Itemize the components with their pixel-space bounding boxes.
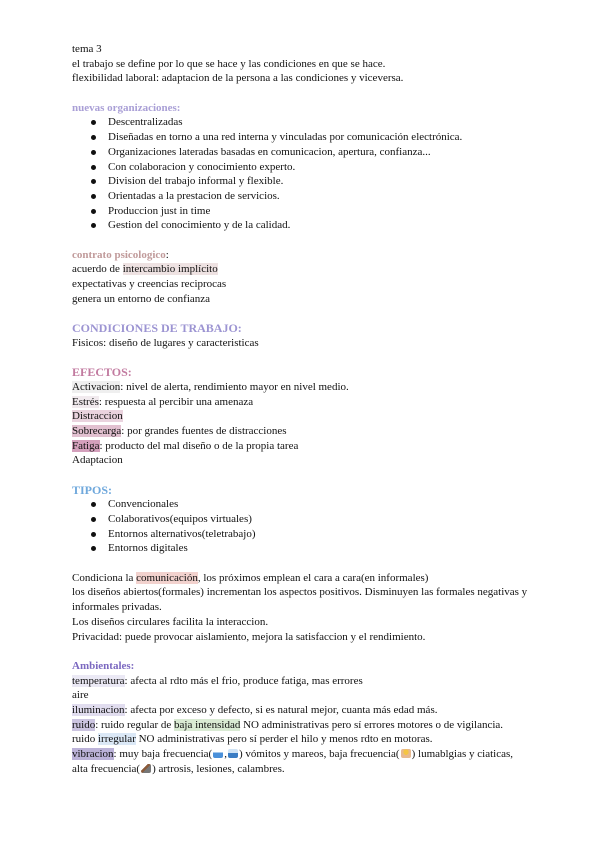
doc-title: tema 3: [72, 43, 102, 55]
bullet-icon: [91, 517, 96, 522]
text: : muy baja frecuencia(: [113, 748, 213, 761]
efecto-line: [72, 439, 532, 454]
list-item-text: Entornos alternativos(teletrabajo): [108, 527, 256, 540]
bullet-icon: [91, 150, 96, 155]
term: Adaptacion: [72, 454, 123, 467]
list-item-text: Orientadas a la prestacion de servicios.: [108, 189, 280, 202]
list-item-text: Produccion just in time: [108, 204, 211, 217]
ambiental-line: [72, 747, 532, 762]
bullet-icon: [91, 546, 96, 551]
text: ) lumablgias y ciaticas,: [411, 748, 514, 761]
text: alta frecuencia(: [72, 762, 141, 775]
ambiental-line: [72, 762, 532, 777]
text: Condiciona la: [72, 571, 137, 584]
highlighted-text: baja intensidad: [174, 718, 241, 731]
highlighted-term: temperatura: [72, 674, 125, 687]
list-item: [72, 541, 532, 556]
list-item-text: Organizaciones lateradas basadas en comunicacion, apertura, confianza...: [108, 145, 431, 158]
bullet-icon: [91, 223, 96, 228]
intro-line: flexibilidad laboral: adaptacion de la persona a las condiciones y viceversa.: [72, 72, 404, 85]
contrato-line: expectativas y creencias reciprocas: [72, 278, 227, 290]
text: ruido: [72, 733, 98, 746]
list-item: [72, 174, 532, 189]
text: : afecta al rdto más el frio, produce fatiga, mas errores: [124, 674, 363, 687]
text: , los próximos emplean el cara a cara(en informales): [197, 571, 429, 584]
bullet-icon: [91, 135, 96, 140]
nuevas-list: [72, 115, 532, 233]
highlighted-term: Sobrecarga: [72, 424, 122, 437]
section-heading-nuevas: nuevas organizaciones:: [72, 101, 181, 114]
text: : nivel de alerta, rendimiento mayor en nivel medio.: [120, 380, 349, 393]
bullet-icon: [91, 179, 96, 184]
highlighted-term: ruido: [72, 718, 96, 731]
comunicacion-line: [72, 571, 532, 586]
comunicacion-line: Los diseños circulares facilita la interaccion.: [72, 615, 269, 628]
text: : ruido regular de: [95, 718, 175, 731]
highlighted-term: Estrés: [72, 395, 99, 408]
list-item-text: Entornos digitales: [108, 542, 188, 555]
text: ) artrosis, lesiones, calambres.: [152, 762, 285, 775]
highlighted-term: Distraccion: [72, 410, 123, 423]
bullet-icon: [91, 502, 96, 507]
text: : respuesta al percibir una amenaza: [98, 395, 254, 408]
highlighted-text: irregular: [97, 733, 136, 746]
comunicacion-paragraph: los diseños abiertos(formales) incrementan los aspectos positivos. Disminuyen las formales negativas y informales privadas.: [72, 586, 528, 614]
list-item-text: Colaborativos(equipos virtuales): [108, 513, 252, 525]
efecto-line: [72, 409, 532, 424]
section-heading-condiciones: CONDICIONES DE TRABAJO:: [72, 321, 242, 336]
list-item-text: Division del trabajo informal y flexible.: [108, 175, 284, 188]
list-item: [72, 189, 532, 204]
contrato-line: genera un entorno de confianza: [72, 292, 211, 305]
condiciones-line: Fisicos: diseño de lugares y caracteristicas: [72, 336, 259, 349]
hammer-emoji-icon: [141, 764, 151, 773]
ambiental-line: [72, 703, 532, 718]
intro-line: el trabajo se define por lo que se hace y las condiciones en que se hace.: [72, 57, 386, 70]
highlighted-term: iluminacion: [72, 703, 125, 716]
ambiental-line: [72, 732, 532, 747]
bullet-icon: [91, 209, 96, 214]
section-heading-ambientales: Ambientales:: [72, 659, 135, 672]
text: : afecta por exceso y defecto, si es natural mejor, cuanta más edad más.: [124, 703, 438, 716]
bullet-icon: [91, 165, 96, 170]
list-item: [72, 497, 532, 512]
list-item: [72, 204, 532, 219]
efecto-line: [72, 453, 532, 468]
heading-text: contrato psicologico: [72, 248, 166, 261]
list-item: [72, 512, 532, 527]
text: : por grandes fuentes de distracciones: [121, 424, 287, 437]
efecto-line: [72, 380, 532, 395]
section-heading-tipos: TIPOS:: [72, 482, 113, 497]
highlighted-text: comunicación: [136, 571, 198, 584]
text: : producto del mal diseño o de la propia tarea: [99, 439, 299, 452]
colon: :: [165, 248, 169, 261]
list-item-text: Diseñadas en torno a una red interna y vinculadas por comunicación electrónica.: [108, 131, 463, 144]
comunicacion-line: Privacidad: puede provocar aislamiento, mejora la satisfaccion y el rendimiento.: [72, 630, 426, 643]
ship-emoji-icon: [228, 749, 238, 758]
list-item: [72, 115, 532, 130]
list-item-text: Con colaboracion y conocimiento experto.: [108, 160, 296, 173]
bullet-icon: [91, 120, 96, 125]
text: ) vómitos y mareos, baja frecuencia(: [238, 748, 400, 761]
list-item: [72, 145, 532, 160]
text: ,: [224, 748, 227, 761]
section-heading-efectos: EFECTOS:: [72, 365, 132, 380]
contrato-line: [72, 262, 532, 277]
section-heading-contrato: [72, 248, 532, 263]
text: acuerdo de: [72, 263, 123, 276]
worker-emoji-icon: [401, 749, 411, 758]
efecto-line: [72, 395, 532, 410]
bullet-icon: [91, 194, 96, 199]
tipos-list: [72, 497, 532, 556]
list-item: [72, 160, 532, 175]
document-page: [72, 42, 532, 776]
highlighted-term: vibracion: [72, 748, 114, 761]
efecto-line: [72, 424, 532, 439]
car-emoji-icon: [213, 749, 223, 758]
highlighted-text: intercambio implícito: [122, 263, 218, 276]
highlighted-term: Fatiga: [72, 439, 100, 452]
text: NO administrativas pero sí errores motores o de vigilancia.: [240, 718, 504, 731]
list-item-text: Gestion del conocimiento y de la calidad.: [108, 219, 291, 232]
ambiental-line: aire: [72, 689, 89, 702]
list-item: [72, 130, 532, 145]
list-item-text: Convencionales: [108, 498, 179, 511]
ambiental-line: [72, 674, 532, 689]
highlighted-term: Activacion: [72, 380, 121, 393]
list-item-text: Descentralizadas: [108, 116, 183, 129]
bullet-icon: [91, 532, 96, 537]
list-item: [72, 527, 532, 542]
list-item: [72, 218, 532, 233]
text: NO administrativas pero sí perder el hilo y menos rdto en motoras.: [135, 733, 433, 746]
ambiental-line: [72, 718, 532, 733]
